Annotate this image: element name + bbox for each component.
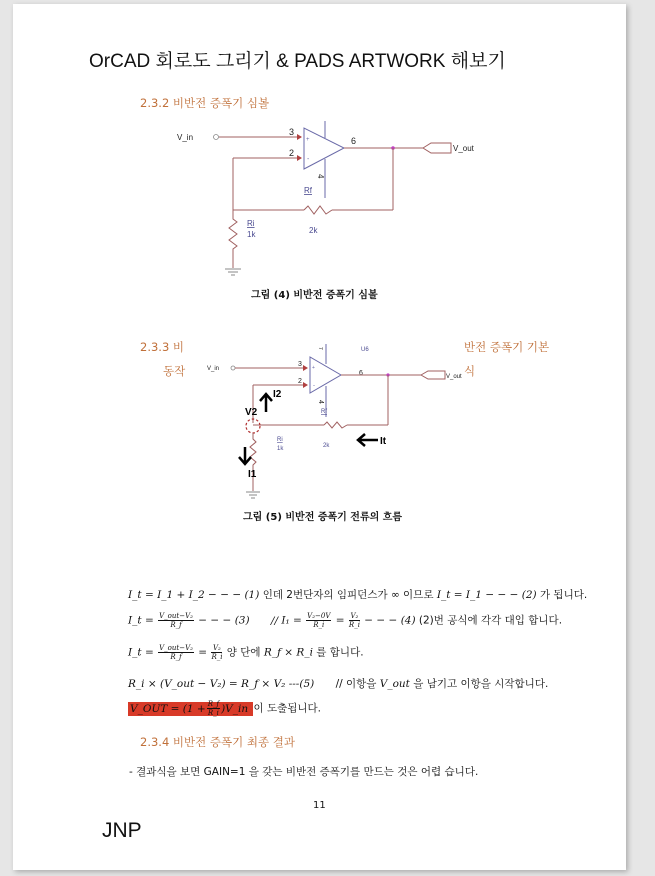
section-heading-233-right-2: 식 bbox=[464, 364, 476, 378]
svg-text:Ri: Ri bbox=[247, 219, 255, 228]
vin-terminal-icon bbox=[214, 135, 219, 140]
section-heading-233-left-1: 2.3.3 비 bbox=[140, 340, 185, 354]
equation-line-2: I_t = $\frac{\text{V\_out−V₂}}{R\_f}$ − − − (3) // I₁ = $\frac{\text{V₂−0V}}{R\_i}$ = $\frac{\text{V₂}}{R\_i}$ − − − (4) (2)번 공식에 각각 대입 합니다. bbox=[128, 612, 563, 629]
document-page bbox=[13, 4, 626, 870]
svg-text:+: + bbox=[306, 137, 310, 143]
svg-text:2: 2 bbox=[289, 148, 295, 158]
vout-port-icon bbox=[423, 143, 451, 153]
arrow-down-icon bbox=[239, 447, 251, 464]
svg-text:1k: 1k bbox=[247, 230, 256, 239]
opamp-triangle-icon bbox=[304, 128, 344, 169]
svg-text:I1: I1 bbox=[248, 469, 257, 480]
rf-resistor-icon bbox=[324, 422, 347, 428]
vin-label: V_in bbox=[177, 133, 194, 142]
page-number: 11 bbox=[313, 800, 326, 811]
opamp-symbol-figure bbox=[163, 116, 513, 286]
svg-text:Rf: Rf bbox=[304, 186, 312, 195]
svg-text:2: 2 bbox=[298, 378, 302, 385]
ri-resistor-icon bbox=[229, 210, 237, 268]
vin-terminal-icon bbox=[231, 366, 235, 370]
svg-text:V2: V2 bbox=[245, 407, 258, 418]
svg-text:U6: U6 bbox=[361, 347, 369, 353]
ri-resistor-icon bbox=[250, 433, 256, 491]
svg-text:6: 6 bbox=[359, 370, 363, 377]
equation-result-line: V_OUT = (1 + $\frac{R\_f}{R\_i}$ )V_in 이 도출됩니다. bbox=[130, 700, 322, 717]
arrow-left-icon bbox=[358, 434, 378, 446]
section-heading-233-right-1: 반전 증폭기 기본 bbox=[464, 340, 550, 354]
figure-caption-5: 그림 (5) 비반전 증폭기 전류의 흐름 bbox=[243, 512, 403, 523]
svg-text:7: 7 bbox=[317, 347, 323, 350]
svg-text:-: - bbox=[307, 156, 310, 163]
svg-text:I2: I2 bbox=[273, 389, 282, 400]
svg-text:V_out: V_out bbox=[446, 374, 462, 380]
svg-text:6: 6 bbox=[351, 136, 357, 146]
equation-line-1: I_t = I_1 + I_2 − − − (1) 인데 2번단자의 임피던스가 ∞ 이므로 I_t = I_1 − − − (2) 가 됩니다. bbox=[128, 589, 588, 601]
svg-text:Ri: Ri bbox=[277, 437, 283, 443]
document-title: OrCAD 회로도 그리기 & PADS ARTWORK 해보기 bbox=[89, 51, 506, 72]
vout-port-icon bbox=[421, 371, 445, 379]
figure-caption-4: 그림 (4) 비반전 증폭기 심볼 bbox=[251, 290, 378, 301]
svg-text:1k: 1k bbox=[277, 446, 284, 452]
svg-text:3: 3 bbox=[298, 361, 302, 368]
svg-text:V_in: V_in bbox=[207, 366, 220, 372]
footer-logo-text: JNP bbox=[102, 819, 142, 842]
svg-text:2k: 2k bbox=[309, 226, 318, 235]
svg-text:2k: 2k bbox=[323, 443, 330, 449]
rf-resistor-icon bbox=[304, 206, 332, 214]
section-heading-232: 2.3.2 비반전 증폭기 심볼 bbox=[140, 96, 270, 110]
equation-line-3: I_t = $\frac{\text{V\_out−V₂}}{R\_f}$ = $\frac{\text{V₂}}{R\_i}$ 양 단에 R_f × R_i 를 합니다. bbox=[128, 644, 364, 661]
svg-text:It: It bbox=[380, 436, 387, 447]
svg-text:4: 4 bbox=[316, 174, 325, 179]
highlighted-result-formula: V_OUT = (1 + $\frac{R\_f}{R\_i}$ )V_in bbox=[128, 702, 253, 716]
section-heading-233-left-2: 동작 bbox=[163, 364, 186, 378]
vout-label: V_out bbox=[453, 144, 474, 153]
svg-text:4: 4 bbox=[317, 400, 324, 404]
arrow-up-icon bbox=[260, 394, 272, 412]
svg-text:Rf: Rf bbox=[321, 409, 327, 415]
equation-line-4: R_i × (V_out − V₂) = R_f × V₂ ---(5) // 이항을 V_out 을 남기고 이항을 시작합니다. bbox=[128, 678, 549, 690]
svg-text:+: + bbox=[312, 365, 315, 371]
svg-text:3: 3 bbox=[289, 127, 295, 137]
opamp-current-flow-figure bbox=[193, 339, 463, 504]
conclusion-text: - 결과식을 보면 GAIN=1 을 갖는 비반전 증폭기를 만드는 것은 어렵 습니다. bbox=[129, 766, 479, 778]
svg-text:-: - bbox=[313, 383, 315, 389]
section-heading-234: 2.3.4 비반전 증폭기 최종 결과 bbox=[140, 735, 295, 749]
